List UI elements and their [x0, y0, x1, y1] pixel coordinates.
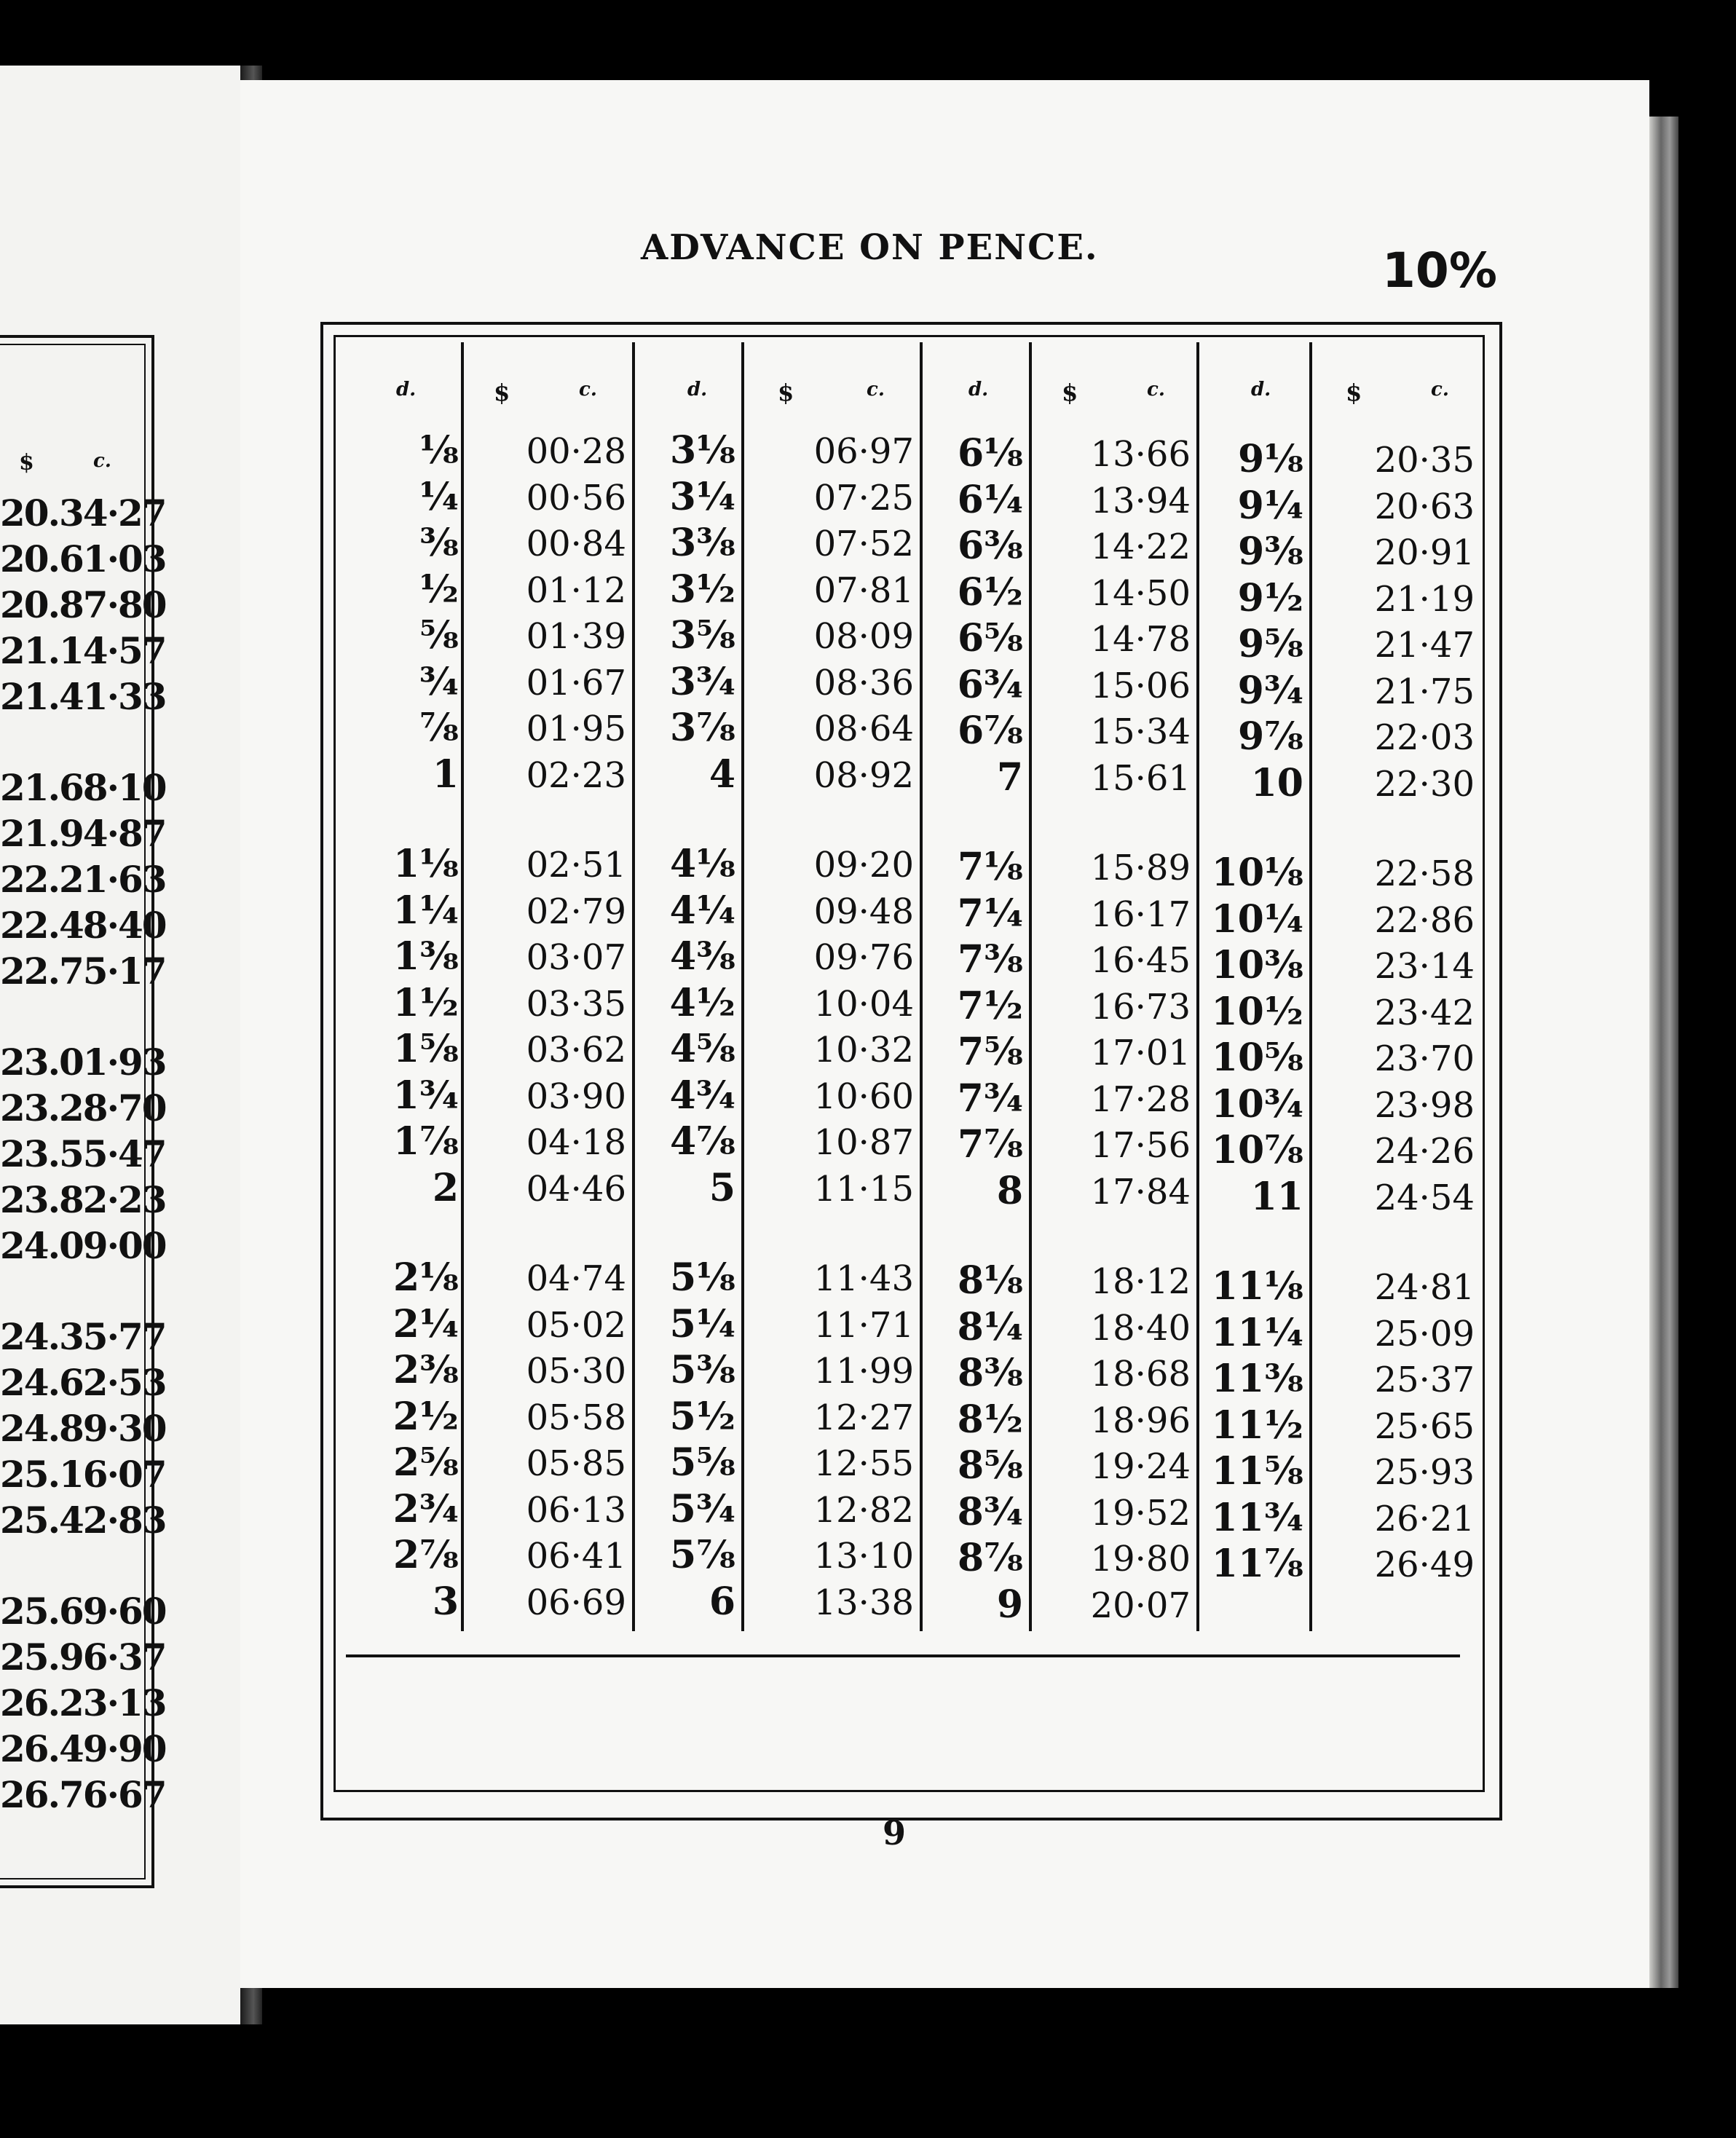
value-cell: 07·81: [813, 569, 914, 611]
left-value-cell: 25.42·83: [0, 1499, 166, 1542]
pence-cell: 7¾: [957, 1076, 1023, 1121]
value-cell: 20·07: [1090, 1585, 1191, 1626]
cents-header: c.: [1147, 379, 1165, 401]
left-value-cell: 26.76·67: [0, 1773, 166, 1816]
value-cell: 21·47: [1374, 625, 1475, 666]
pence-cell: 3¼: [669, 474, 735, 519]
value-cell: 11·99: [813, 1351, 914, 1392]
value-cell: 03·35: [526, 983, 626, 1025]
value-cell: 03·90: [526, 1076, 626, 1117]
value-cell: 13·66: [1090, 434, 1191, 475]
value-cell: 03·07: [526, 937, 626, 978]
pence-cell: 5¼: [669, 1301, 735, 1346]
left-value-cell: 21.41·33: [0, 675, 166, 718]
value-cell: 22·03: [1374, 717, 1475, 758]
pence-cell: 6¾: [957, 662, 1023, 707]
left-cents-header: c.: [93, 450, 111, 472]
value-cell: 09·20: [813, 845, 914, 885]
left-value-cell: 22.21·63: [0, 858, 166, 901]
value-cell: 25·09: [1374, 1313, 1475, 1354]
pence-cell: 10¼: [1211, 896, 1303, 942]
value-cell: 10·60: [813, 1076, 914, 1117]
pence-cell: 5⅛: [669, 1255, 735, 1300]
value-cell: 02·23: [526, 754, 626, 796]
left-value-cell: 25.16·07: [0, 1453, 166, 1496]
left-value-cell: 22.75·17: [0, 950, 166, 993]
pence-cell: 3⅝: [669, 613, 735, 658]
left-value-cell: 26.49·90: [0, 1727, 166, 1770]
pence-cell: 11: [1250, 1174, 1303, 1219]
page-edges: [1649, 117, 1678, 1988]
pence-cell: 2¼: [392, 1301, 459, 1346]
left-value-cell: 23.55·47: [0, 1132, 166, 1175]
value-cell: 12·55: [813, 1443, 914, 1484]
pence-cell: 8⅛: [957, 1258, 1023, 1303]
pence-header: d.: [1251, 379, 1271, 401]
pence-cell: 3¾: [669, 659, 735, 704]
value-cell: 05·30: [526, 1351, 626, 1392]
value-cell: 10·87: [813, 1122, 914, 1163]
column-divider: [1029, 342, 1032, 1631]
pence-cell: 8⅜: [957, 1351, 1023, 1395]
value-cell: 22·58: [1374, 853, 1475, 894]
pence-cell: 5⅝: [669, 1440, 735, 1485]
left-value-cell: 20.34·27: [0, 492, 166, 534]
value-cell: 19·80: [1090, 1539, 1191, 1579]
value-cell: 10·04: [813, 983, 914, 1025]
left-value-cell: 21.14·57: [0, 629, 166, 672]
value-cell: 08·92: [813, 754, 914, 796]
pence-cell: 8: [996, 1168, 1023, 1213]
table-bottom-rule: [346, 1654, 1460, 1657]
value-cell: 04·74: [526, 1258, 626, 1299]
pence-cell: 1⅛: [392, 842, 459, 886]
pence-cell: 9½: [1237, 575, 1303, 620]
value-cell: 16·45: [1090, 940, 1191, 981]
pence-cell: ⅞: [419, 706, 459, 750]
pence-cell: 4⅞: [669, 1119, 735, 1164]
pence-cell: 4⅜: [669, 934, 735, 979]
value-cell: 00·28: [526, 431, 626, 472]
value-cell: 21·19: [1374, 578, 1475, 620]
value-cell: 05·58: [526, 1397, 626, 1438]
pence-cell: 11¼: [1211, 1310, 1303, 1355]
left-dollar-header: $: [19, 450, 34, 476]
value-cell: 00·84: [526, 524, 626, 564]
value-cell: 05·02: [526, 1304, 626, 1346]
pence-cell: 8¾: [957, 1489, 1023, 1534]
left-value-cell: 20.61·03: [0, 537, 166, 580]
value-cell: 03·62: [526, 1030, 626, 1070]
value-cell: 26·21: [1374, 1498, 1475, 1539]
pence-cell: ½: [419, 567, 459, 612]
cents-header: c.: [579, 379, 597, 401]
value-cell: 20·35: [1374, 440, 1475, 481]
value-cell: 20·91: [1374, 532, 1475, 573]
column-divider: [632, 342, 635, 1631]
pence-cell: 11¾: [1211, 1495, 1303, 1540]
value-cell: 17·28: [1090, 1078, 1191, 1120]
pence-cell: 6⅜: [957, 524, 1023, 568]
value-cell: 07·52: [813, 524, 914, 564]
pence-header: d.: [968, 379, 989, 401]
pence-cell: 4½: [669, 980, 735, 1025]
pence-cell: 4¼: [669, 888, 735, 933]
value-cell: 23·70: [1374, 1038, 1475, 1079]
pence-cell: 7½: [957, 983, 1023, 1028]
pence-cell: 6: [709, 1579, 735, 1624]
value-cell: 01·95: [526, 709, 626, 749]
pence-cell: 5: [709, 1165, 735, 1210]
value-cell: 08·36: [813, 662, 914, 703]
pence-cell: 6½: [957, 569, 1023, 615]
value-cell: 18·96: [1090, 1400, 1191, 1441]
column-divider: [741, 342, 744, 1631]
value-cell: 11·15: [813, 1168, 914, 1210]
pence-cell: 5⅜: [669, 1348, 735, 1392]
pence-cell: 9⅞: [1237, 714, 1303, 759]
column-divider: [1309, 342, 1312, 1631]
pence-cell: 11⅞: [1211, 1542, 1303, 1586]
value-cell: 08·64: [813, 709, 914, 749]
value-cell: 15·34: [1090, 711, 1191, 752]
pence-cell: 6⅞: [957, 709, 1023, 753]
pence-cell: 2¾: [392, 1486, 459, 1531]
dollar-header: $: [1062, 379, 1078, 406]
pence-cell: 11⅝: [1211, 1449, 1303, 1494]
value-cell: 09·48: [813, 891, 914, 932]
pence-cell: 1: [432, 752, 459, 797]
pence-cell: 4⅝: [669, 1027, 735, 1071]
value-cell: 18·40: [1090, 1307, 1191, 1349]
pence-cell: 4⅛: [669, 842, 735, 886]
value-cell: 01·12: [526, 569, 626, 611]
value-cell: 23·98: [1374, 1084, 1475, 1126]
pence-cell: 1¼: [392, 888, 459, 933]
value-cell: 14·22: [1090, 526, 1191, 567]
pence-cell: 7¼: [957, 891, 1023, 936]
value-cell: 16·73: [1090, 986, 1191, 1027]
column-divider: [1196, 342, 1199, 1631]
value-cell: 06·41: [526, 1536, 626, 1577]
left-value-cell: 26.23·13: [0, 1681, 166, 1724]
pence-cell: 7: [996, 754, 1023, 800]
value-cell: 06·69: [526, 1582, 626, 1623]
value-cell: 01·39: [526, 616, 626, 657]
pence-cell: 1½: [392, 980, 459, 1025]
pence-cell: 2⅜: [392, 1348, 459, 1392]
pence-cell: 2½: [392, 1394, 459, 1439]
pence-cell: 7⅝: [957, 1030, 1023, 1074]
left-value-cell: 21.94·87: [0, 812, 166, 855]
value-cell: 06·97: [813, 431, 914, 472]
value-cell: 07·25: [813, 477, 914, 518]
pence-cell: ¾: [419, 659, 459, 704]
value-cell: 11·71: [813, 1304, 914, 1346]
value-cell: 22·30: [1374, 763, 1475, 805]
value-cell: 09·76: [813, 937, 914, 978]
value-cell: 24·26: [1374, 1131, 1475, 1172]
value-cell: 15·06: [1090, 665, 1191, 706]
value-cell: 12·27: [813, 1397, 914, 1438]
pence-cell: 11⅜: [1211, 1357, 1303, 1401]
value-cell: 23·14: [1374, 946, 1475, 987]
pence-cell: 7⅜: [957, 937, 1023, 982]
left-value-cell: 24.35·77: [0, 1315, 166, 1358]
value-cell: 14·50: [1090, 572, 1191, 614]
value-cell: 19·24: [1090, 1446, 1191, 1487]
pence-cell: 3⅜: [669, 521, 735, 565]
value-cell: 12·82: [813, 1489, 914, 1531]
pence-cell: 1⅜: [392, 934, 459, 979]
page-title: ADVANCE ON PENCE.: [641, 227, 1099, 268]
pence-cell: 9⅜: [1237, 529, 1303, 574]
pence-cell: 10⅜: [1211, 943, 1303, 987]
pence-header: d.: [687, 379, 708, 401]
value-cell: 15·61: [1090, 757, 1191, 799]
left-value-cell: 21.68·10: [0, 766, 166, 809]
pence-cell: 5¾: [669, 1486, 735, 1531]
value-cell: 17·84: [1090, 1171, 1191, 1212]
pence-cell: 4¾: [669, 1073, 735, 1118]
pence-cell: 11½: [1211, 1403, 1303, 1448]
left-value-cell: 25.69·60: [0, 1590, 166, 1633]
value-cell: 18·12: [1090, 1261, 1191, 1302]
left-value-cell: 23.01·93: [0, 1041, 166, 1084]
value-cell: 21·75: [1374, 671, 1475, 712]
page-number: 9: [883, 1813, 907, 1853]
pence-cell: 9: [996, 1582, 1023, 1627]
pence-cell: 3⅞: [669, 706, 735, 750]
dollar-header: $: [1346, 379, 1362, 406]
pence-cell: 6¼: [957, 477, 1023, 522]
pence-cell: 10⅞: [1211, 1128, 1303, 1172]
value-cell: 22·86: [1374, 899, 1475, 941]
pence-cell: 1¾: [392, 1073, 459, 1118]
left-value-cell: 22.48·40: [0, 904, 166, 947]
pence-header: d.: [396, 379, 417, 401]
pence-cell: ¼: [419, 474, 459, 519]
left-value-cell: 23.28·70: [0, 1086, 166, 1129]
pence-cell: 3⅛: [669, 428, 735, 473]
value-cell: 02·51: [526, 845, 626, 885]
pence-cell: 4: [709, 752, 735, 797]
left-value-cell: 23.82·23: [0, 1178, 166, 1221]
pence-cell: 8¼: [957, 1304, 1023, 1349]
pence-cell: 1⅝: [392, 1027, 459, 1071]
value-cell: 18·68: [1090, 1354, 1191, 1395]
pence-cell: 8½: [957, 1397, 1023, 1442]
pence-cell: 7⅛: [957, 845, 1023, 889]
value-cell: 19·52: [1090, 1492, 1191, 1534]
left-value-cell: 24.09·00: [0, 1224, 166, 1267]
pence-cell: 10¾: [1211, 1081, 1303, 1127]
pence-cell: 9⅝: [1237, 622, 1303, 666]
pence-cell: 3½: [669, 567, 735, 612]
pence-cell: 6⅝: [957, 616, 1023, 660]
value-cell: 02·79: [526, 891, 626, 932]
value-cell: 17·01: [1090, 1033, 1191, 1073]
pence-cell: 5⅞: [669, 1533, 735, 1577]
pence-cell: 8⅝: [957, 1443, 1023, 1488]
pence-cell: 9¾: [1237, 668, 1303, 713]
value-cell: 13·38: [813, 1582, 914, 1623]
left-page: [0, 66, 245, 2024]
value-cell: 25·93: [1374, 1452, 1475, 1493]
dollar-header: $: [494, 379, 510, 406]
column-divider: [920, 342, 923, 1631]
value-cell: 24·81: [1374, 1267, 1475, 1308]
pence-cell: ⅜: [419, 521, 459, 565]
value-cell: 16·17: [1090, 894, 1191, 935]
value-cell: 01·67: [526, 662, 626, 703]
pence-cell: 8⅞: [957, 1536, 1023, 1580]
pence-cell: 6⅛: [957, 431, 1023, 476]
cents-header: c.: [1431, 379, 1449, 401]
pence-cell: 3: [432, 1579, 459, 1624]
percent-label: 10%: [1382, 242, 1497, 299]
pence-cell: 10⅝: [1211, 1036, 1303, 1080]
value-cell: 00·56: [526, 477, 626, 518]
value-cell: 13·94: [1090, 480, 1191, 521]
value-cell: 25·65: [1374, 1405, 1475, 1447]
value-cell: 10·32: [813, 1030, 914, 1070]
value-cell: 04·18: [526, 1122, 626, 1163]
value-cell: 20·63: [1374, 486, 1475, 527]
left-value-cell: 20.87·80: [0, 583, 166, 626]
pence-cell: 1⅞: [392, 1119, 459, 1164]
left-value-cell: 25.96·37: [0, 1636, 166, 1679]
value-cell: 13·10: [813, 1536, 914, 1577]
pence-cell: ⅝: [419, 613, 459, 658]
column-divider: [461, 342, 464, 1631]
pence-cell: 2⅝: [392, 1440, 459, 1485]
pence-cell: 7⅞: [957, 1122, 1023, 1167]
pence-cell: 2⅞: [392, 1533, 459, 1577]
pence-cell: 2⅛: [392, 1255, 459, 1300]
value-cell: 06·13: [526, 1489, 626, 1531]
value-cell: 11·43: [813, 1258, 914, 1299]
value-cell: 04·46: [526, 1168, 626, 1210]
value-cell: 25·37: [1374, 1360, 1475, 1400]
pence-cell: 10: [1250, 760, 1303, 805]
left-value-cell: 24.89·30: [0, 1407, 166, 1450]
value-cell: 26·49: [1374, 1545, 1475, 1585]
pence-cell: 10⅛: [1211, 851, 1303, 895]
pence-cell: 10½: [1211, 989, 1303, 1034]
pence-cell: 2: [432, 1165, 459, 1210]
value-cell: 14·78: [1090, 619, 1191, 660]
left-value-cell: 24.62·53: [0, 1361, 166, 1404]
pence-cell: 9¼: [1237, 483, 1303, 528]
value-cell: 17·56: [1090, 1125, 1191, 1166]
value-cell: 23·42: [1374, 992, 1475, 1033]
value-cell: 15·89: [1090, 848, 1191, 888]
pence-cell: ⅛: [419, 428, 459, 473]
value-cell: 08·09: [813, 616, 914, 657]
pence-cell: 5½: [669, 1394, 735, 1439]
value-cell: 24·54: [1374, 1177, 1475, 1218]
pence-cell: 11⅛: [1211, 1264, 1303, 1309]
cents-header: c.: [867, 379, 885, 401]
value-cell: 05·85: [526, 1443, 626, 1484]
pence-cell: 9⅛: [1237, 437, 1303, 481]
dollar-header: $: [778, 379, 794, 406]
